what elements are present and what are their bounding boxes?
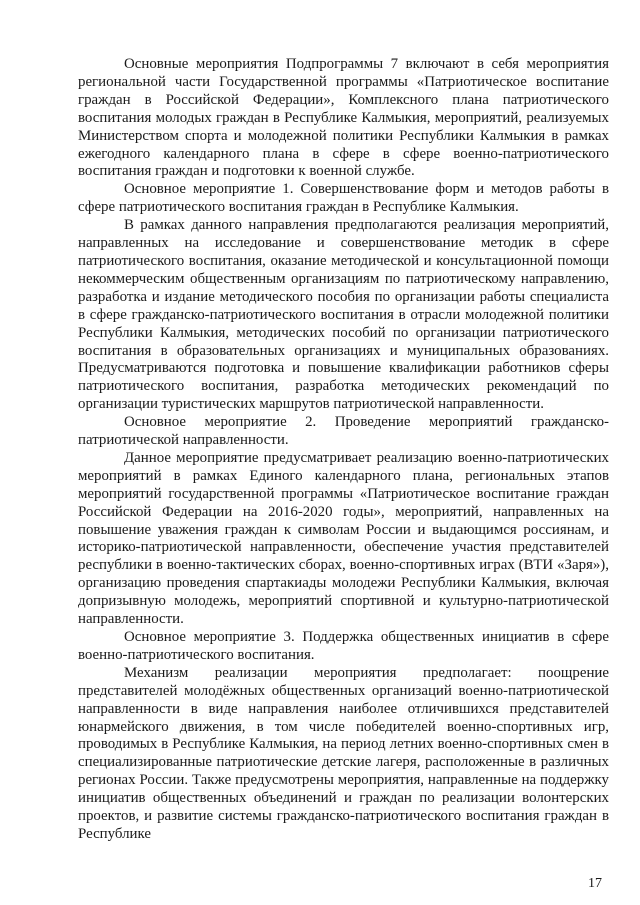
paragraph-intro: Основные мероприятия Подпрограммы 7 включают в себя мероприятия региональной части Государственной программы «Патриотическое воспитание граждан в Российской Федерации», Комплексного плана патриотического воспитания молодых граждан в Республике Калмыкия, мероприятий, реализуемых Министерством спорта и молодежной политики Республики Калмыкия в рамках ежегодного календарного плана в сфере в сфере военно-патриотического воспитания граждан и подготовки к военной службе. — [78, 56, 609, 180]
body-text — [78, 56, 609, 844]
paragraph-measure-3-body: Механизм реализации мероприятия предполагает: поощрение представителей молодёжных общественных организаций военно-патриотической направленности в виде направления наиболее отличившихся представителей юнармейского движения, в том числе победителей военно-спортивных игр, проводимых в Республике Калмыкия, на период летних военно-спортивных смен в специализированные патриотические детские лагеря, расположенные в различных регионах России. Также предусмотрены мероприятия, направленные на поддержку инициатив общественных объединений и граждан по реализации волонтерских проектов, и развитие системы гражданско-патриотического воспитания граждан в Республике — [78, 664, 609, 842]
paragraph-measure-3-heading: Основное мероприятие 3. Поддержка общественных инициатив в сфере военно-патриотического воспитания. — [78, 629, 609, 663]
paragraph-measure-2-body: Данное мероприятие предусматривает реализацию военно-патриотических мероприятий в рамках Единого календарного плана, региональных этапов мероприятий государственной программы «Патриотическое воспитание граждан Российской Федерации на 2016-2020 годы», мероприятий, направленных на повышение уважения граждан к символам России и выдающимся россиянам, и историко-патриотической направленности, обеспечение участия представителей республики в военно-тактических сборах, военно-спортивных играх (ВТИ «Заря»), организацию проведения спартакиады молодежи Республики Калмыкия, включая допризывную молодежь, мероприятий спортивной и культурно-патриотической направленности. — [78, 449, 609, 628]
paragraph-measure-1-heading: Основное мероприятие 1. Совершенствование форм и методов работы в сфере патриотического воспитания граждан в Республике Калмыкия. — [78, 181, 609, 216]
page-number: 17 — [588, 876, 602, 891]
paragraph-measure-2-heading: Основное мероприятие 2. Проведение мероприятий гражданско-патриотической направленности. — [78, 414, 609, 449]
paragraph-measure-1-body: В рамках данного направления предполагаются реализация мероприятий, направленных на исследование и совершенствование методик в сфере патриотического воспитания, оказание методической и консультационной помощи некоммерческим общественным организациям по патриотическому направлению, разработка и издание методического пособия по организации работы специалиста в сфере гражданско-патриотического воспитания в отрасли молодежной политики Республики Калмыкия, методических пособий по организации патриотического воспитания в образовательных организациях и муниципальных образованиях. Предусматриваются подготовка и повышение квалификации работников сферы патриотического воспитания, разработка методических рекомендаций по организации туристических маршрутов патриотической направленности. — [78, 217, 609, 413]
